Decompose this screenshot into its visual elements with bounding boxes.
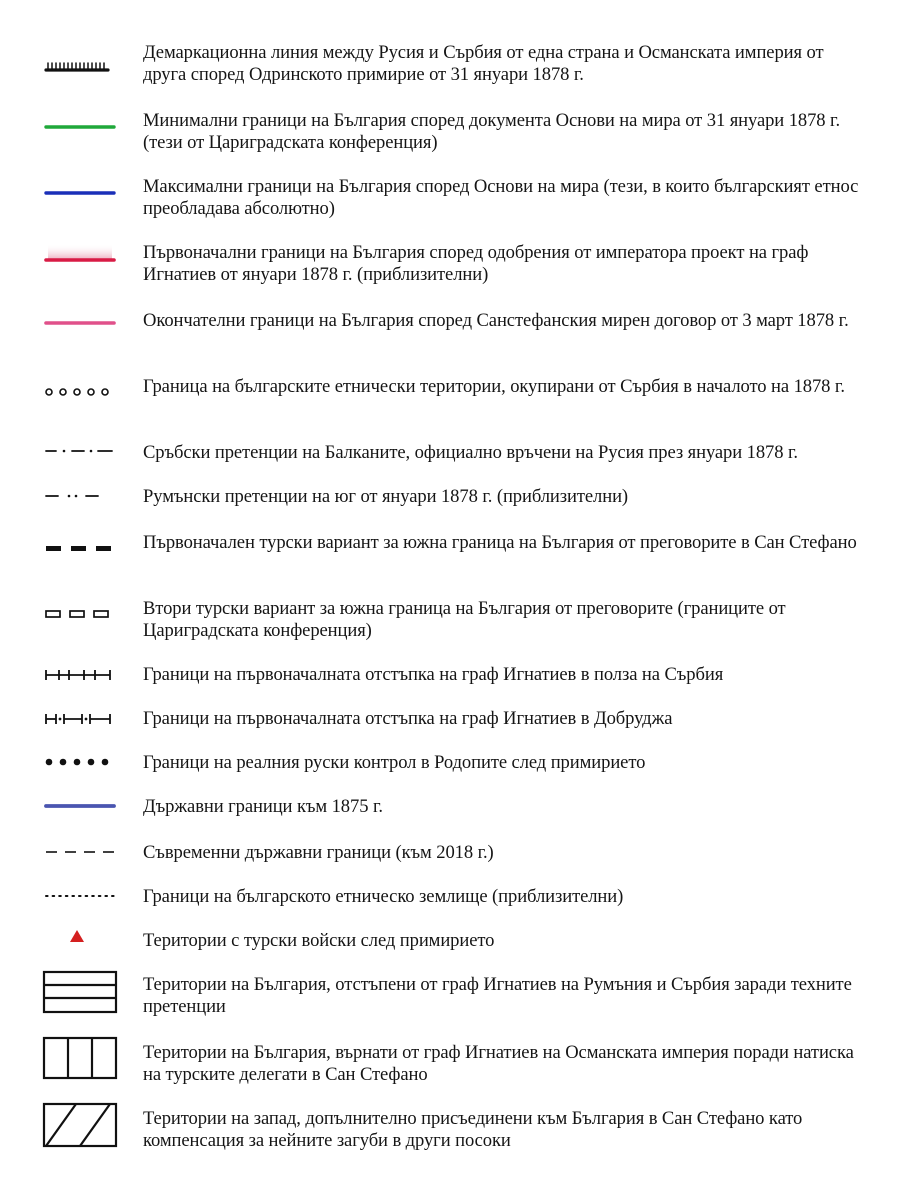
legend-item-label: Територии с турски войски след примирието [143,930,495,951]
dash-dot-dot-line-icon [40,491,120,501]
horizontal-hatch-box-icon [40,970,120,1014]
ticked-line-icon [40,62,120,74]
legend-item-label: Граници на първоначалната отстъпка на граф Игнатиев в полза на Сърбия [143,664,724,685]
legend-item-label: Територии на България, върнати от граф Игнатиев на Османската империя поради натиска на турските делегати в Сан Стефано [143,1042,854,1085]
legend-item-label: Съвременни държавни граници (към 2018 г.) [143,842,494,863]
triangle-icon [40,930,120,944]
circles-line-icon [40,386,120,398]
dashed-line-icon [40,847,120,857]
solid-line-icon [40,122,120,132]
legend-item-label: Граници на първоначалната отстъпка на граф Игнатиев в Добруджа [143,708,673,729]
thick-dash-line-icon [40,544,120,554]
legend-item-label: Граница на българските етнически територии, окупирани от Сърбия в началото на 1878 г. [143,376,845,397]
shaded-line-icon [40,242,120,266]
legend-item-label: Минимални граници на България според документа Основи на мира от 31 януари 1878 г. (тези от Цариградската конференция) [143,110,841,153]
dash-dot-line-icon [40,446,120,456]
dots-line-icon [40,756,120,768]
diagonal-hatch-box-icon [40,1102,120,1148]
legend-item-label: Демаркационна линия между Русия и Сърбия от една страна и Османската империя от друга според Одринското примирие от 31 януари 1878 г. [143,42,824,85]
h-bar-dot-line-icon [40,712,120,726]
dotted-line-icon [40,891,120,901]
hollow-rect-line-icon [40,608,120,620]
legend-item-label: Територии на запад, допълнително присъединени към България в Сан Стефано като компенсация за нейните загуби в други посоки [143,1108,803,1151]
vertical-hatch-box-icon [40,1036,120,1080]
legend-item-label: Граници на българското етническо землище (приблизителни) [143,886,624,907]
legend-item-label: Максимални граници на България според Основи на мира (тези, в които българският етнос преобладава абсолютно) [143,176,859,219]
legend-item-label: Първоначален турски вариант за южна граница на България от преговорите в Сан Стефано [143,532,857,553]
h-bar-line-icon [40,668,120,682]
legend-item-label: Държавни граници към 1875 г. [143,796,383,817]
legend-item-label: Територии на България, отстъпени от граф Игнатиев на Румъния и Сърбия заради техните претенции [143,974,852,1017]
legend-item-label: Първоначални граници на България според одобрения от императора проект на граф Игнатиев от януари 1878 г. (приблизителни) [143,242,809,285]
legend-item-label: Втори турски вариант за южна граница на България от преговорите (границите от Цариградската конференция) [143,598,786,641]
legend-item-label: Румънски претенции на юг от януари 1878 г. (приблизителни) [143,486,629,507]
legend-item-label: Сръбски претенции на Балканите, официално връчени на Русия през януари 1878 г. [143,442,798,463]
solid-line-icon [40,801,120,811]
legend-item-label: Граници на реалния руски контрол в Родопите след примирието [143,752,646,773]
solid-line-icon [40,188,120,198]
solid-line-icon [40,318,120,328]
legend-item-label: Окончателни граници на България според Санстефанския мирен договор от 3 март 1878 г. [143,310,849,331]
